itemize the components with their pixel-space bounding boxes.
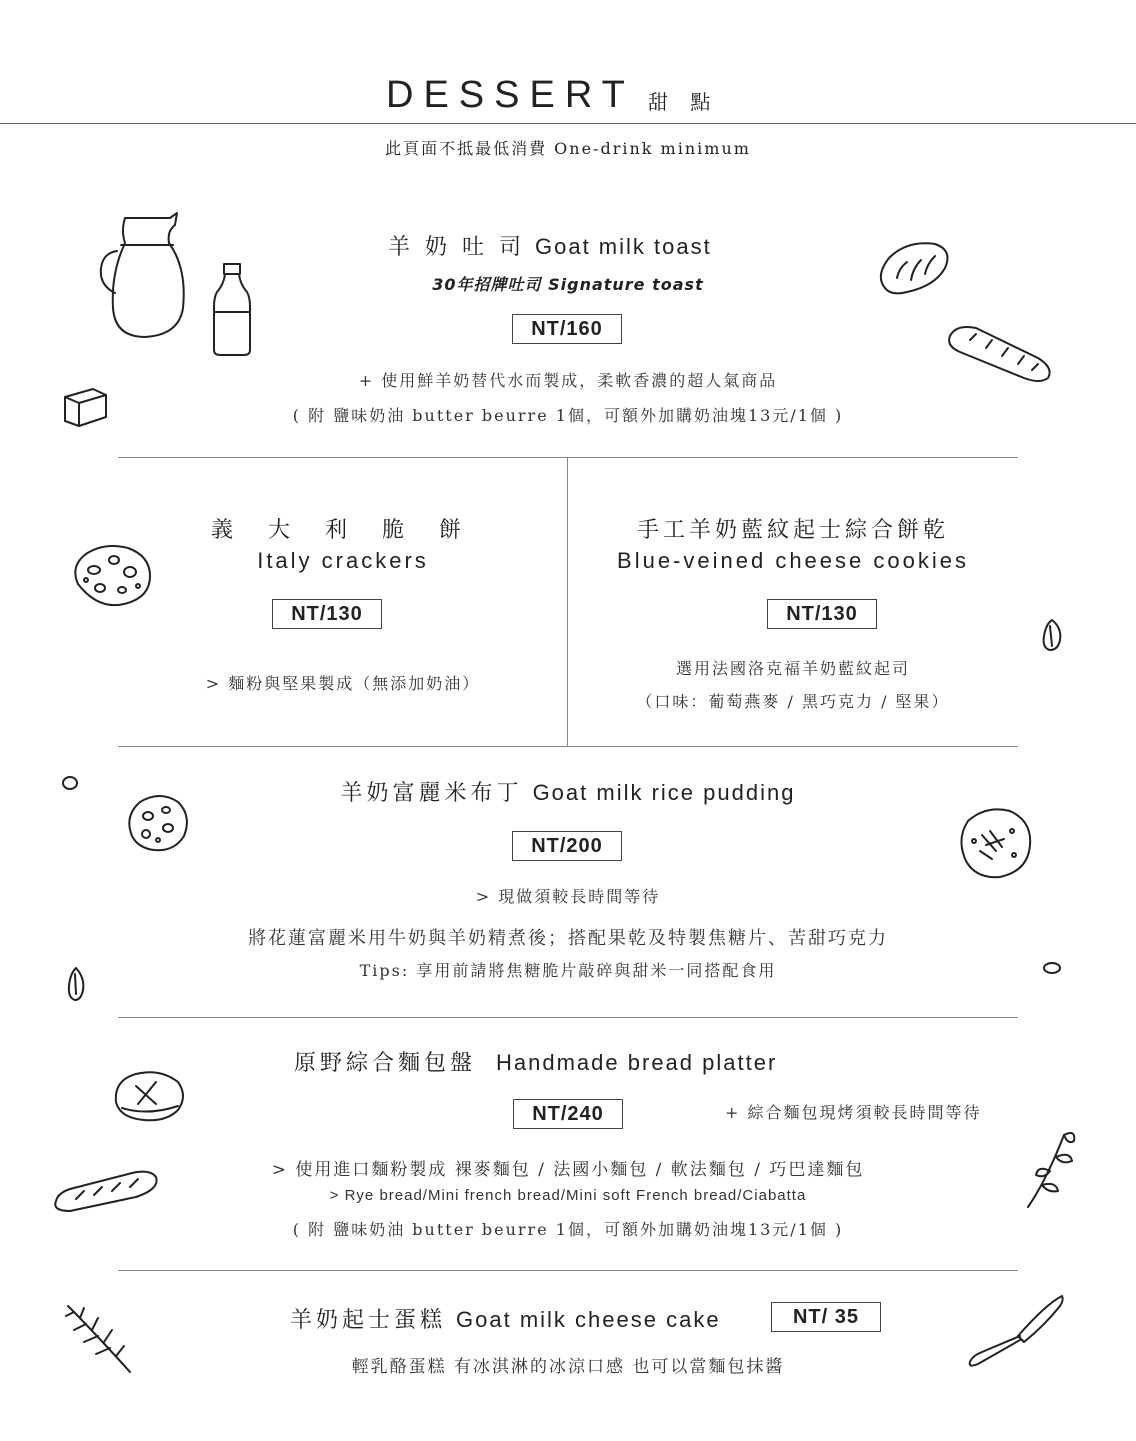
toast-tagline: 30年招牌吐司 Signature toast <box>432 275 704 294</box>
crackers-desc: > 麵粉與堅果製成（無添加奶油） <box>205 674 481 693</box>
butter-cube-icon <box>63 385 108 427</box>
crackers-price: NT/130 <box>272 599 382 629</box>
almond-icon <box>1040 618 1064 652</box>
crackers-title-en: Italy crackers <box>257 548 429 573</box>
cake-desc: 輕乳酪蛋糕 有冰淇淋的冰涼口感 也可以當麵包抹醬 <box>351 1357 785 1377</box>
cake-price: NT/ 35 <box>771 1302 881 1332</box>
cookie-icon <box>124 792 190 854</box>
section-divider <box>118 746 1018 747</box>
almond-icon <box>1042 960 1062 976</box>
knife-icon <box>966 1292 1066 1372</box>
pudding-desc-3: Tips: 享用前請將焦糖脆片敲碎與甜米一同搭配食用 <box>359 961 777 980</box>
bread-roll-icon <box>877 240 951 296</box>
pudding-desc-1: > 現做須較長時間等待 <box>475 887 661 906</box>
crackers-title-zh: 義 大 利 脆 餅 <box>211 518 475 543</box>
cookies-desc-1: 選用法國洛克福羊奶藍紋起司 <box>675 659 910 678</box>
milk-bottle-icon <box>212 262 252 357</box>
toast-title-en: Goat milk toast <box>534 234 712 259</box>
toast-title-zh: 羊 奶 吐 司 <box>388 235 525 260</box>
baguette-icon <box>52 1167 160 1215</box>
cracker-icon <box>70 544 154 608</box>
bread-desc-2: > Rye bread/Mini french bread/Mini soft French bread/Ciabatta <box>329 1187 807 1204</box>
pudding-title-en: Goat milk rice pudding <box>532 780 796 805</box>
herb-sprig-icon <box>1024 1127 1080 1209</box>
bread-title-en: Handmade bread platter <box>496 1050 778 1075</box>
toast-price: NT/160 <box>512 314 622 344</box>
milk-jug-icon <box>95 213 190 343</box>
pudding-title-zh: 羊奶富麗米布丁 <box>340 781 523 806</box>
section-divider <box>118 1270 1018 1271</box>
cake-title-en: Goat milk cheese cake <box>456 1307 721 1332</box>
toast-desc-2: ( 附 鹽味奶油 butter beurre 1個，可額外加購奶油塊13元/1個 ) <box>292 406 844 425</box>
toast-desc-1: + 使用鮮羊奶替代水而製成，柔軟香濃的超人氣商品 <box>358 371 778 390</box>
pudding-icon <box>956 805 1034 881</box>
baguette-icon <box>946 322 1056 384</box>
menu-title: DESSERT <box>386 74 635 116</box>
bread-desc-3: ( 附 鹽味奶油 butter beurre 1個，可額外加購奶油塊13元/1個 ) <box>292 1220 844 1239</box>
almond-icon <box>60 775 80 791</box>
menu-title-zh: 甜 點 <box>648 90 719 114</box>
section-divider <box>118 1017 1018 1018</box>
bread-note: + 綜合麵包現烤須較長時間等待 <box>725 1103 982 1122</box>
almond-icon <box>66 966 86 1002</box>
bread-price: NT/240 <box>513 1099 623 1129</box>
cake-title-zh: 羊奶起士蛋糕 <box>290 1308 447 1333</box>
section-divider <box>118 457 1018 458</box>
header-divider <box>0 123 1136 124</box>
cookies-price: NT/130 <box>767 599 877 629</box>
bread-title <box>294 1046 777 1077</box>
round-bread-icon <box>112 1068 186 1122</box>
cookies-desc-2: （口味：葡萄燕麥 / 黑巧克力 / 堅果） <box>636 692 950 711</box>
toast-title <box>388 230 712 261</box>
cookies-title-en: Blue-veined cheese cookies <box>617 548 969 573</box>
herb-sprig-icon <box>64 1302 134 1374</box>
menu-subtitle: 此頁面不抵最低消費 One-drink minimum <box>385 139 751 158</box>
pudding-desc-2: 將花蓮富麗米用牛奶與羊奶精煮後；搭配果乾及特製焦糖片、苦甜巧克力 <box>248 928 888 949</box>
cookies-title-zh: 手工羊奶藍紋起士綜合餅乾 <box>636 518 949 543</box>
bread-desc-1: > 使用進口麵粉製成 裸麥麵包 / 法國小麵包 / 軟法麵包 / 巧巴達麵包 <box>271 1160 865 1180</box>
cake-title <box>290 1303 721 1334</box>
bread-title-zh: 原野綜合麵包盤 <box>294 1051 477 1076</box>
pudding-price: NT/200 <box>512 831 622 861</box>
